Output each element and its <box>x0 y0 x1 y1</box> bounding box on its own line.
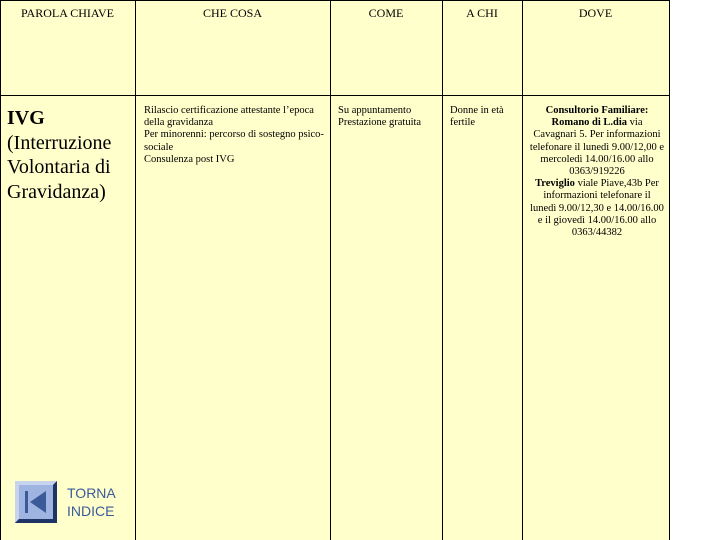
grid-line <box>0 0 670 1</box>
header-che-cosa: CHE COSA <box>202 6 262 20</box>
che-cosa-item: Consulenza post IVG <box>144 153 235 165</box>
grid-line <box>522 0 523 540</box>
keyword-full: (Interruzione Volontaria di Gravidanza) <box>7 131 112 203</box>
keyword-cell <box>7 106 132 204</box>
grid-line <box>0 0 1 540</box>
header-come: COME <box>368 6 404 20</box>
come-cell <box>338 105 440 129</box>
consultorio-address: via Cavagnari 5. Per informazioni telefonare il lunedì 9.00/12,00 e mercoledì 14.00/16.00 allo 0363/919226 <box>529 117 665 178</box>
grid-line <box>135 0 136 540</box>
treviglio-info: viale Piave,43b Per informazioni telefonare il lunedì 9.00/12,30 e 14.00/16.00 e il giovedì 14.00/16.00 allo 0363/44382 <box>530 178 664 239</box>
row-divider <box>0 95 670 96</box>
header-dove: DOVE <box>578 6 613 20</box>
grid-line <box>330 0 331 540</box>
che-cosa-item: Per minorenni: percorso di sostegno psico-sociale <box>144 129 324 153</box>
grid-line <box>442 0 443 540</box>
keyword-title: IVG <box>7 107 45 129</box>
header-parola-chiave: PAROLA CHIAVE <box>20 6 115 20</box>
che-cosa-cell <box>144 105 326 166</box>
come-item: Prestazione gratuita <box>338 117 422 129</box>
come-item: Su appuntamento <box>338 105 412 116</box>
a-chi-cell: Donne in età fertile <box>450 105 504 129</box>
grid-line <box>669 0 670 540</box>
consultorio-name: Consultorio Familiare: Romano di L.dia <box>545 105 649 129</box>
back-to-index-link[interactable]: TORNA INDICE <box>67 485 115 519</box>
back-arrow-icon[interactable] <box>15 481 57 523</box>
treviglio-name: Treviglio <box>535 178 575 190</box>
dove-cell <box>529 105 665 239</box>
che-cosa-item: Rilascio certificazione attestante l’epoca della gravidanza <box>144 105 314 129</box>
header-a-chi: A CHI <box>466 6 498 20</box>
